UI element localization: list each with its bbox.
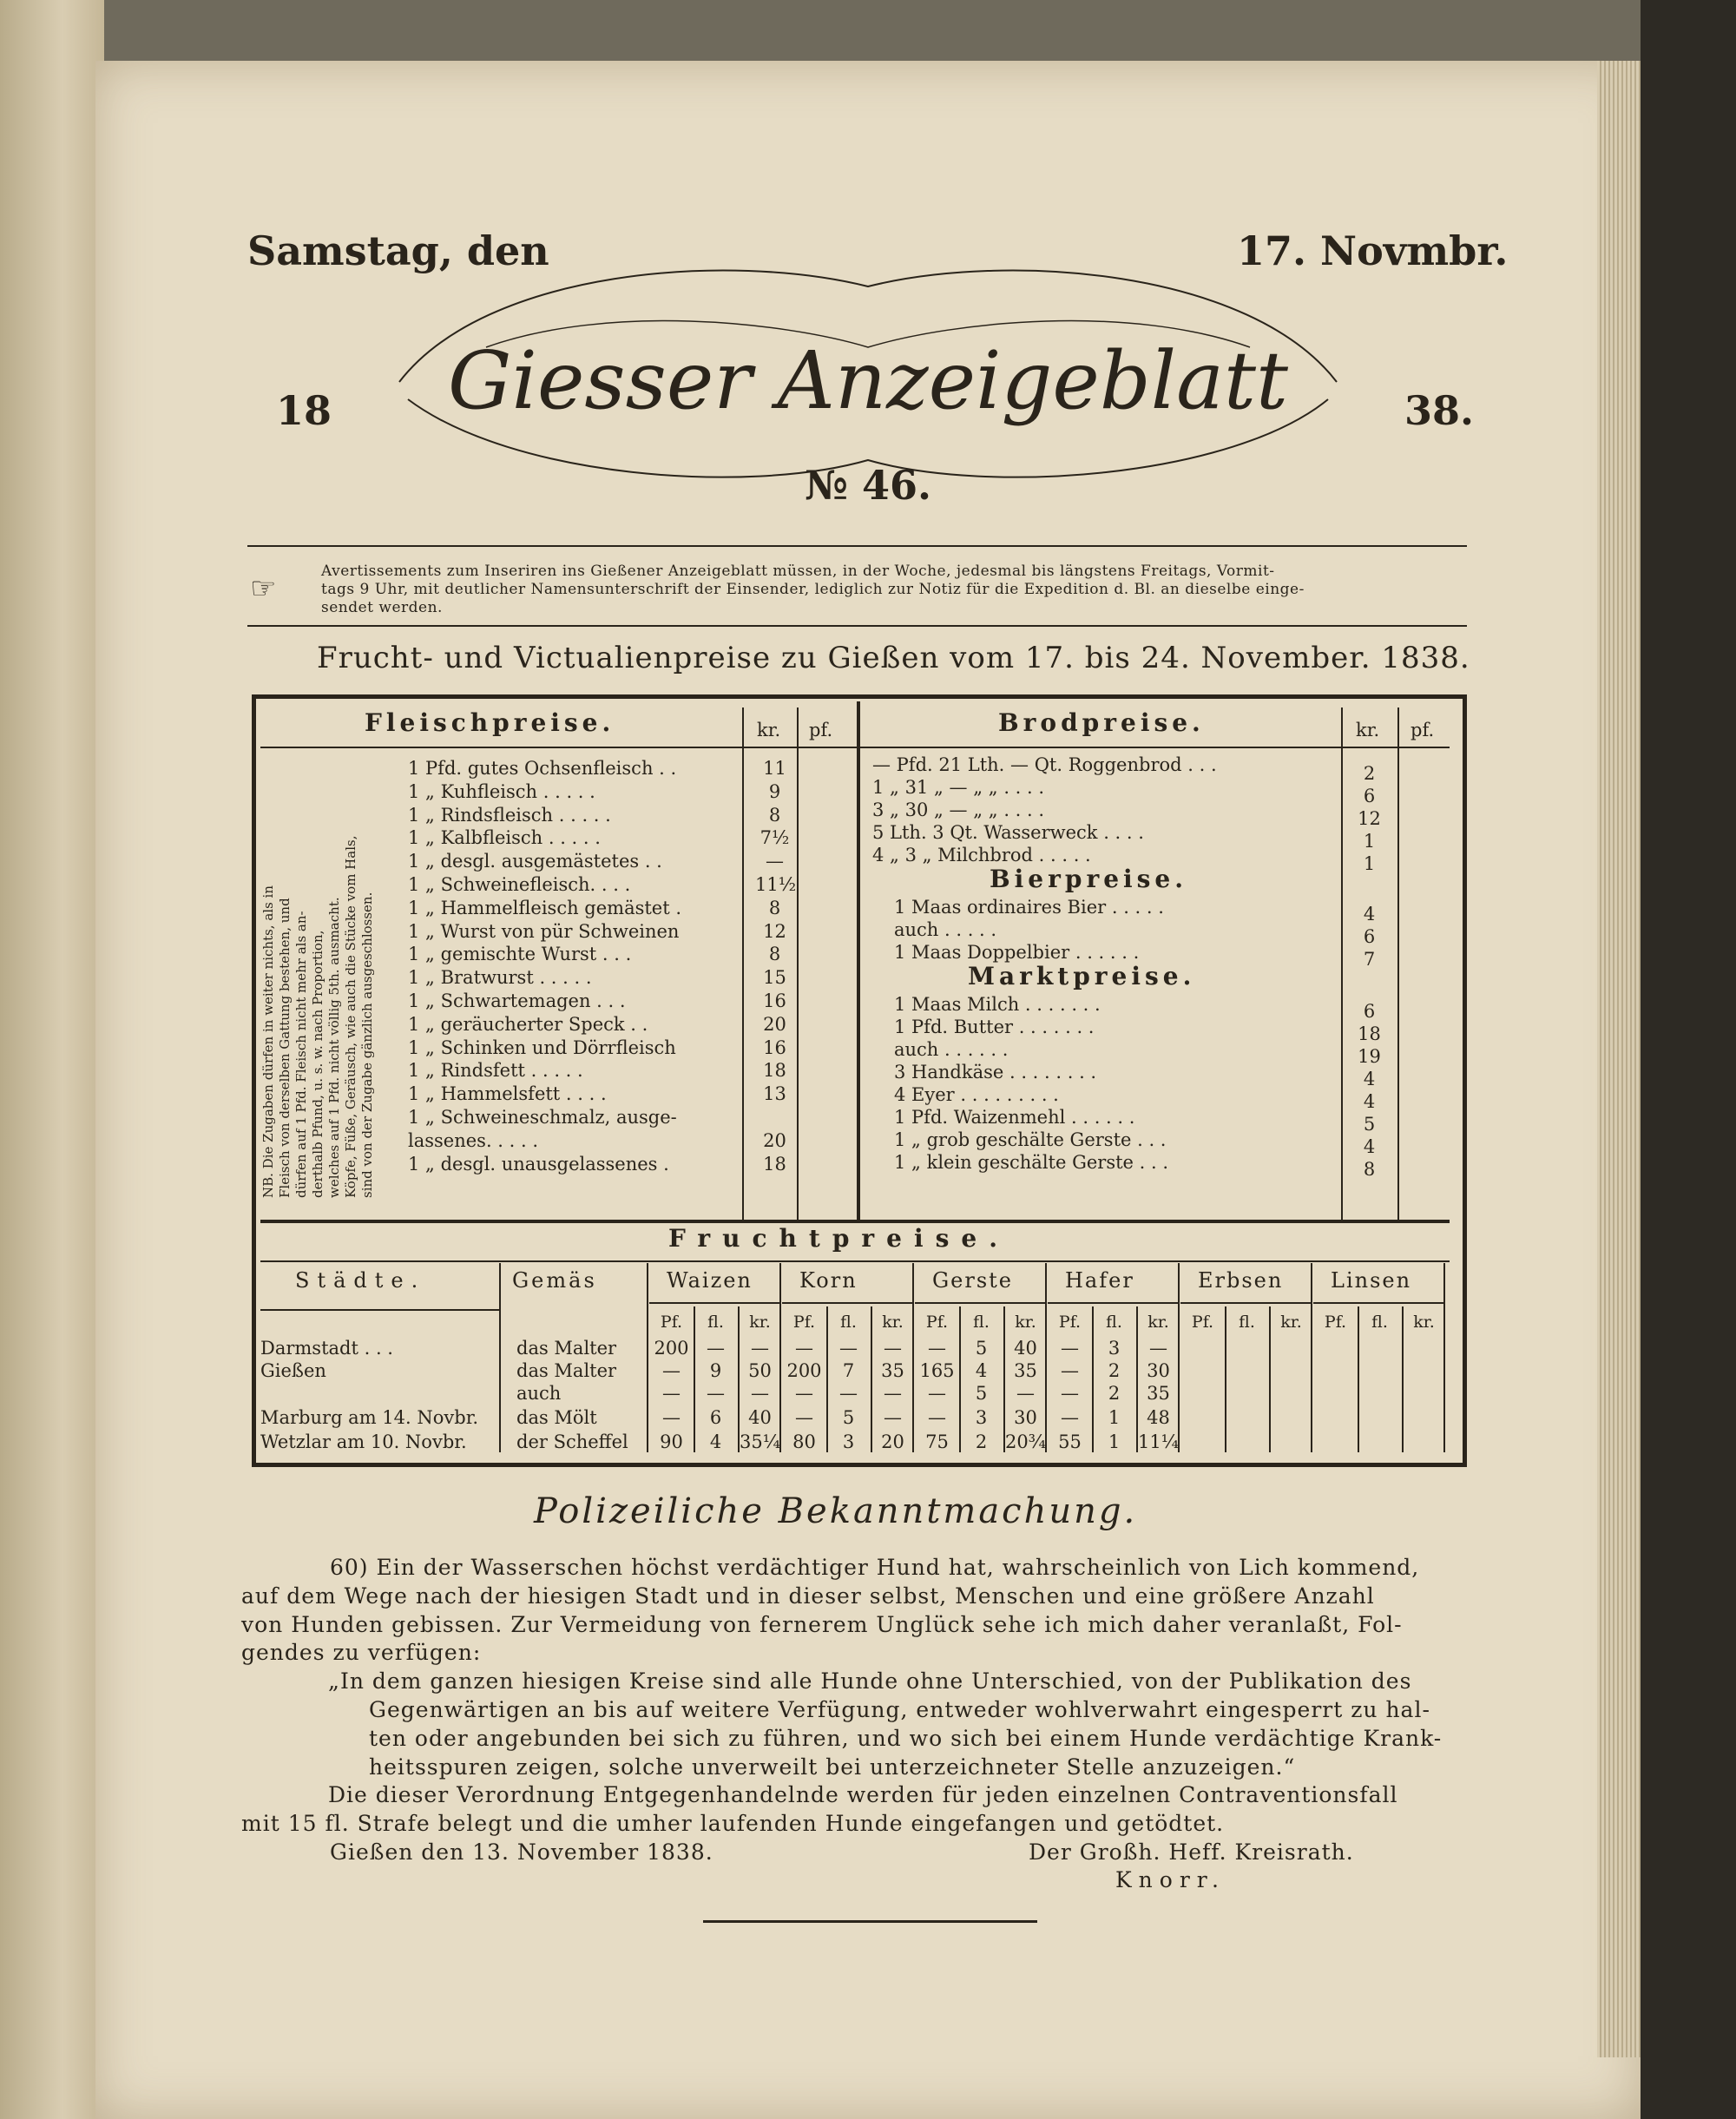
- pointing-hand-icon: ☞: [250, 571, 277, 606]
- frucht-divider: [499, 1263, 501, 1452]
- announcement-line: Die dieser Verordnung Entgegenhandelnde werden für jeden einzelnen Contraventionsfall: [328, 1782, 1398, 1808]
- frucht-row-stadt: Wetzlar am 10. Novbr.: [260, 1431, 467, 1452]
- frucht-row-value: —: [839, 1383, 858, 1404]
- frucht-row-value: 7: [842, 1360, 855, 1381]
- fleisch-row-label: 1 Pfd. gutes Ochsenfleisch . .: [408, 758, 677, 779]
- markt-row-kr: 4: [1363, 1069, 1376, 1089]
- frucht-row-value: 6: [709, 1407, 722, 1428]
- brod-row-kr: 6: [1363, 786, 1376, 806]
- fleisch-row-kr: 8: [768, 804, 781, 826]
- frucht-sub-header: kr.: [1015, 1313, 1036, 1332]
- frucht-row-value: —: [751, 1383, 769, 1404]
- bier-row-label: auch . . . . .: [894, 919, 997, 940]
- masthead-title-ornament: [382, 252, 1354, 512]
- markt-row-label: 1 „ grob geschälte Gerste . . .: [894, 1129, 1167, 1150]
- table-middle-divider: [857, 701, 860, 1220]
- fleisch-row-label: 1 „ Rindsfett . . . . .: [408, 1060, 583, 1082]
- fleisch-row-label: 1 „ Schweinefleisch. . . .: [408, 874, 631, 895]
- fleisch-row-label: 1 „ gemischte Wurst . . .: [408, 944, 632, 965]
- frucht-divider: [1225, 1306, 1226, 1452]
- brod-title: Brodpreise.: [998, 708, 1205, 737]
- bier-title: Bierpreise.: [990, 865, 1187, 893]
- announcement-line: von Hunden gebissen. Zur Vermeidung von fernerem Unglück sehe ich mich daher veranlaßt, Fol-: [241, 1611, 1403, 1637]
- markt-row-label: 1 Maas Milch . . . . . . .: [894, 994, 1101, 1015]
- frucht-row-value: 20: [881, 1431, 904, 1452]
- fleisch-row-kr: 16: [763, 990, 786, 1011]
- frucht-row-stadt: Marburg am 14. Novbr.: [260, 1407, 479, 1428]
- frucht-sub-header: kr.: [1147, 1313, 1169, 1332]
- announcement-line: gendes zu verfügen:: [241, 1640, 482, 1666]
- frucht-divider: [1358, 1306, 1359, 1452]
- frucht-divider: [1269, 1306, 1271, 1452]
- left-page-edge: [0, 0, 104, 2119]
- frucht-row-value: —: [884, 1338, 902, 1359]
- frucht-row-value: 35: [1014, 1360, 1037, 1381]
- frucht-sub-header: fl.: [1239, 1313, 1255, 1332]
- frucht-row-value: 9: [709, 1360, 722, 1381]
- frucht-row-value: —: [795, 1407, 813, 1428]
- frucht-divider-h: [1313, 1302, 1443, 1304]
- announcement-line: mit 15 fl. Strafe belegt und die umher laufenden Hunde eingefangen und getödtet.: [241, 1811, 1225, 1837]
- fleisch-row-kr: 11: [763, 758, 786, 779]
- fleisch-row-kr: 13: [763, 1083, 786, 1105]
- frucht-sub-header: Pf.: [1058, 1313, 1082, 1332]
- fleisch-row-kr: 8: [768, 944, 781, 965]
- frucht-row-value: 30: [1014, 1407, 1037, 1428]
- fleisch-row-kr: 15: [763, 967, 786, 989]
- year-right: 38.: [1404, 387, 1475, 434]
- fleisch-row-kr: 7½: [760, 827, 790, 849]
- frucht-row-value: 4: [709, 1431, 722, 1452]
- frucht-row-value: 35: [1147, 1383, 1170, 1404]
- brod-pf-divider: [1397, 707, 1399, 1220]
- frucht-row-value: —: [707, 1338, 725, 1359]
- fleisch-note-line: welches auf 1 Pfd. nicht völlig 5th. ausmacht.: [326, 897, 342, 1198]
- frucht-divider-h: [1180, 1302, 1311, 1304]
- frucht-divider-h: [782, 1302, 912, 1304]
- fleisch-note-line: sind von der Zugabe gänzlich ausgeschlossen.: [359, 892, 375, 1198]
- table-header-rule: [260, 747, 1450, 748]
- frucht-row-value: —: [662, 1383, 681, 1404]
- masthead-day: Samstag, den: [247, 227, 549, 274]
- brod-row-label: 3 „ 30 „ — „ „ . . . .: [872, 800, 1045, 820]
- frucht-divider-h: [260, 1309, 499, 1311]
- fleisch-row-label: 1 „ Hammelfleisch gemästet .: [408, 897, 682, 918]
- frucht-sub-header: fl.: [973, 1313, 990, 1332]
- frucht-sub-header: kr.: [1280, 1313, 1302, 1332]
- frucht-row-value: —: [662, 1407, 681, 1428]
- fleisch-note-line: dürfen auf 1 Pfd. Fleisch nicht mehr als an-: [293, 911, 309, 1198]
- frucht-divider: [1402, 1306, 1404, 1452]
- frucht-row-value: —: [662, 1360, 681, 1381]
- bier-row-kr: 7: [1363, 949, 1376, 970]
- fleisch-row-kr: 9: [768, 780, 781, 802]
- prices-heading: Frucht- und Victualienpreise zu Gießen vom 17. bis 24. November. 1838.: [317, 641, 1470, 675]
- fleisch-kr-header: kr.: [757, 720, 781, 740]
- frucht-divider-h: [915, 1302, 1045, 1304]
- fleisch-row-kr: 12: [763, 920, 786, 942]
- fleisch-row-label: 1 „ Hammelsfett . . . .: [408, 1083, 607, 1105]
- brod-row-label: 1 „ 31 „ — „ „ . . . .: [872, 777, 1045, 798]
- fleisch-row-label: 1 „ Rindsfleisch . . . . .: [408, 804, 611, 826]
- fleisch-note-line: NB. Die Zugaben dürfen in weiter nichts, als in: [260, 885, 276, 1198]
- frucht-row-value: —: [1061, 1383, 1079, 1404]
- frucht-sub-header: Pf.: [792, 1313, 816, 1332]
- frucht-row-value: 90: [660, 1431, 683, 1452]
- brod-row-label: 5 Lth. 3 Qt. Wasserweck . . . .: [872, 822, 1144, 843]
- markt-row-label: auch . . . . . .: [894, 1039, 1009, 1060]
- announcement-line: ten oder angebunden bei sich zu führen, und wo sich bei einem Hunde verdächtige Krank-: [369, 1725, 1443, 1751]
- frucht-grain-header: Erbsen: [1198, 1268, 1284, 1293]
- frucht-row-value: 80: [792, 1431, 816, 1452]
- frucht-row-value: 35¼: [739, 1431, 781, 1452]
- issue-number: № 46.: [804, 462, 932, 509]
- frucht-grain-header: Waizen: [667, 1268, 753, 1293]
- masthead-date: 17. Novmbr.: [1237, 227, 1509, 274]
- announcement-title: Polizeiliche Bekanntmachung.: [534, 1491, 1138, 1531]
- markt-row-kr: 19: [1358, 1046, 1381, 1067]
- notice-top-rule: [247, 545, 1467, 547]
- fleisch-row-label: 1 „ Schweineschmalz, ausge-: [408, 1107, 677, 1128]
- markt-row-kr: 8: [1363, 1159, 1376, 1180]
- fleisch-row-kr: 20: [763, 1013, 786, 1035]
- frucht-divider-h: [649, 1302, 779, 1304]
- announcement-line: „In dem ganzen hiesigen Kreise sind alle Hunde ohne Unterschied, von der Publikation des: [328, 1668, 1412, 1695]
- frucht-row-value: 200: [654, 1338, 689, 1359]
- frucht-row-value: 3: [1108, 1338, 1121, 1359]
- frucht-row-gemaess: das Mölt: [516, 1407, 597, 1428]
- fleisch-row-label: 1 „ Wurst von pür Schweinen: [408, 920, 680, 942]
- frucht-row-value: 75: [925, 1431, 949, 1452]
- frucht-row-value: 48: [1147, 1407, 1170, 1428]
- frucht-sub-header: kr.: [1413, 1313, 1435, 1332]
- frucht-row-value: —: [1149, 1338, 1167, 1359]
- fleisch-row-label: 1 „ geräucherter Speck . .: [408, 1013, 648, 1035]
- frucht-row-value: —: [839, 1338, 858, 1359]
- announcement-line: 60) Ein der Wasserschen höchst verdächtiger Hund hat, wahrscheinlich von Lich kommend,: [330, 1555, 1420, 1580]
- frucht-row-value: 40: [748, 1407, 772, 1428]
- frucht-row-value: —: [751, 1338, 769, 1359]
- announcement-line: Gegenwärtigen an bis auf weitere Verfügung, entweder wohlverwahrt eingesperrt zu hal-: [369, 1697, 1430, 1722]
- fleisch-row-label: 1 „ Kuhfleisch . . . . .: [408, 780, 595, 802]
- frucht-row-value: —: [884, 1383, 902, 1404]
- frucht-row-stadt: Gießen: [260, 1360, 326, 1381]
- frucht-sub-header: Pf.: [925, 1313, 949, 1332]
- frucht-row-value: 1: [1108, 1407, 1121, 1428]
- frucht-sub-header: Pf.: [1191, 1313, 1214, 1332]
- frucht-sub-header: fl.: [840, 1313, 857, 1332]
- frucht-row-gemaess: der Scheffel: [516, 1431, 628, 1452]
- frucht-top-rule: [260, 1220, 1450, 1223]
- fleisch-row-label: 1 „ desgl. unausgelassenes .: [408, 1153, 669, 1175]
- frucht-row-value: 4: [975, 1360, 988, 1381]
- frucht-row-value: 1: [1108, 1431, 1121, 1452]
- frucht-row-stadt: Darmstadt . . .: [260, 1338, 393, 1359]
- frucht-row-value: —: [884, 1407, 902, 1428]
- brod-row-kr: 2: [1363, 763, 1376, 784]
- fleisch-row-kr: —: [766, 851, 784, 872]
- frucht-row-value: 2: [1108, 1360, 1121, 1381]
- masthead-title: Giesser Anzeigeblatt: [448, 334, 1288, 427]
- frucht-title: Fruchtpreise.: [668, 1224, 1009, 1253]
- frucht-row-value: 35: [881, 1360, 904, 1381]
- fleisch-row-kr: 11½: [755, 874, 797, 895]
- fleisch-row-kr: 8: [768, 897, 781, 918]
- fleisch-note-line: Fleisch von derselben Gattung bestehen, und: [277, 898, 293, 1198]
- frucht-col-staedte: Städte.: [295, 1268, 426, 1293]
- fleisch-note-line: Köpfe, Füße, Geräusch, wie auch die Stücke vom Hals,: [343, 835, 358, 1198]
- markt-row-label: 1 Pfd. Butter . . . . . . .: [894, 1017, 1095, 1037]
- fleisch-row-label: 1 „ Schwartemagen . . .: [408, 990, 626, 1011]
- notice-line: tags 9 Uhr, mit deutlicher Namensunterschrift der Einsender, lediglich zur Notiz für die Expedition d. Bl. an dieselbe einge-: [321, 581, 1305, 598]
- frucht-row-value: —: [707, 1383, 725, 1404]
- frucht-row-value: 5: [975, 1338, 988, 1359]
- frucht-row-value: —: [795, 1383, 813, 1404]
- fleisch-title: Fleischpreise.: [365, 708, 615, 737]
- frucht-sub-header: Pf.: [1324, 1313, 1347, 1332]
- markt-title: Marktpreise.: [968, 962, 1196, 990]
- frucht-row-value: —: [1061, 1407, 1079, 1428]
- fleisch-row-label: 1 „ Schinken und Dörrfleisch: [408, 1036, 676, 1058]
- frucht-row-value: 40: [1014, 1338, 1037, 1359]
- frucht-row-value: 200: [786, 1360, 822, 1381]
- announcement-authority: Der Großh. Heff. Kreisrath.: [1029, 1839, 1354, 1865]
- markt-row-label: 1 „ klein geschälte Gerste . . .: [894, 1152, 1169, 1173]
- fleisch-kr-divider: [742, 707, 744, 1220]
- frucht-row-value: —: [928, 1383, 946, 1404]
- bier-row-label: 1 Maas ordinaires Bier . . . . .: [894, 897, 1164, 918]
- fleisch-note-line: derthalb Pfund, u. s. w. nach Proportion,: [310, 930, 326, 1198]
- markt-row-label: 4 Eyer . . . . . . . . .: [894, 1084, 1059, 1105]
- fleisch-row-kr: 20: [763, 1129, 786, 1151]
- frucht-row-value: 50: [748, 1360, 772, 1381]
- year-left: 18: [276, 387, 332, 434]
- frucht-sub-header: fl.: [707, 1313, 724, 1332]
- frucht-row-gemaess: das Malter: [516, 1338, 617, 1359]
- frucht-divider: [1311, 1263, 1312, 1452]
- background-dark: [1641, 0, 1736, 2119]
- fleisch-row-label: 1 „ Kalbfleisch . . . . .: [408, 827, 601, 849]
- frucht-col-gemaess: Gemäs: [512, 1268, 597, 1293]
- frucht-row-value: 20¾: [1004, 1431, 1047, 1452]
- markt-row-label: 1 Pfd. Waizenmehl . . . . . .: [894, 1107, 1135, 1128]
- bier-row-kr: 6: [1363, 926, 1376, 947]
- frucht-divider: [1443, 1263, 1445, 1452]
- markt-row-kr: 4: [1363, 1136, 1376, 1157]
- frucht-header-rule: [260, 1260, 1450, 1262]
- frucht-row-value: —: [1016, 1383, 1035, 1404]
- announcement-line: heitsspuren zeigen, solche unverweilt bei unterzeichneter Stelle anzuzeigen.“: [369, 1754, 1296, 1780]
- frucht-grain-header: Korn: [799, 1268, 858, 1293]
- fleisch-row-label: 1 „ Bratwurst . . . . .: [408, 967, 592, 989]
- frucht-grain-header: Gerste: [932, 1268, 1014, 1293]
- markt-row-kr: 6: [1363, 1001, 1376, 1022]
- frucht-sub-header: fl.: [1371, 1313, 1388, 1332]
- frucht-row-value: —: [795, 1338, 813, 1359]
- frucht-row-value: 55: [1058, 1431, 1082, 1452]
- frucht-row-value: 3: [975, 1407, 988, 1428]
- notice-line: Avertissements zum Inseriren ins Gießener Anzeigeblatt müssen, in der Woche, jedesmal bis längstens Freitags, Vormit-: [321, 563, 1275, 580]
- fleisch-row-kr: 18: [763, 1060, 786, 1082]
- fleisch-row-label: lassenes. . . . .: [408, 1129, 539, 1151]
- brod-pf-header: pf.: [1410, 720, 1435, 740]
- brod-row-kr: 1: [1363, 831, 1376, 852]
- brod-row-label: — Pfd. 21 Lth. — Qt. Roggenbrod . . .: [872, 754, 1217, 775]
- brod-kr-divider: [1341, 707, 1343, 1220]
- brod-row-kr: 1: [1363, 853, 1376, 874]
- markt-row-label: 3 Handkäse . . . . . . . .: [894, 1062, 1097, 1083]
- frucht-grain-header: Hafer: [1065, 1268, 1134, 1293]
- frucht-sub-header: Pf.: [660, 1313, 683, 1332]
- markt-row-kr: 5: [1363, 1114, 1376, 1135]
- frucht-grain-header: Linsen: [1331, 1268, 1412, 1293]
- announcement-signature: Knorr.: [1115, 1867, 1226, 1892]
- bier-row-kr: 4: [1363, 904, 1376, 925]
- markt-row-kr: 18: [1358, 1023, 1381, 1044]
- brod-row-label: 4 „ 3 „ Milchbrod . . . . .: [872, 845, 1091, 865]
- bier-row-label: 1 Maas Doppelbier . . . . . .: [894, 942, 1140, 963]
- notice-line: sendet werden.: [321, 599, 443, 616]
- fleisch-pf-divider: [797, 707, 799, 1220]
- fleisch-row-label: 1 „ desgl. ausgemästetes . .: [408, 851, 662, 872]
- frucht-divider-h: [1048, 1302, 1178, 1304]
- frucht-divider: [647, 1263, 648, 1452]
- frucht-sub-header: fl.: [1106, 1313, 1122, 1332]
- frucht-row-gemaess: das Malter: [516, 1360, 617, 1381]
- frucht-sub-header: kr.: [749, 1313, 771, 1332]
- fleisch-row-kr: 18: [763, 1153, 786, 1175]
- frucht-row-value: 2: [1108, 1383, 1121, 1404]
- frucht-row-gemaess: auch: [516, 1383, 562, 1404]
- fleisch-row-kr: 16: [763, 1036, 786, 1058]
- frucht-row-value: —: [928, 1407, 946, 1428]
- frucht-sub-header: kr.: [882, 1313, 904, 1332]
- fleisch-pf-header: pf.: [809, 720, 833, 740]
- frucht-row-value: 30: [1147, 1360, 1170, 1381]
- frucht-row-value: —: [1061, 1338, 1079, 1359]
- frucht-row-value: 3: [842, 1431, 855, 1452]
- announcement-place-date: Gießen den 13. November 1838.: [330, 1839, 713, 1865]
- notice-bottom-rule: [247, 625, 1467, 627]
- frucht-row-value: 5: [975, 1383, 988, 1404]
- frucht-row-value: 2: [975, 1431, 988, 1452]
- frucht-row-value: 5: [842, 1407, 855, 1428]
- frucht-row-value: —: [1061, 1360, 1079, 1381]
- closing-rule: [703, 1920, 1037, 1923]
- brod-row-kr: 12: [1358, 808, 1381, 829]
- frucht-row-value: —: [928, 1338, 946, 1359]
- brod-kr-header: kr.: [1356, 720, 1380, 740]
- frucht-row-value: 165: [919, 1360, 955, 1381]
- notice-text: [321, 563, 1305, 617]
- announcement-line: auf dem Wege nach der hiesigen Stadt und in dieser selbst, Menschen und eine größere Anzahl: [241, 1583, 1375, 1609]
- markt-row-kr: 4: [1363, 1091, 1376, 1112]
- frucht-row-value: 11¼: [1137, 1431, 1180, 1452]
